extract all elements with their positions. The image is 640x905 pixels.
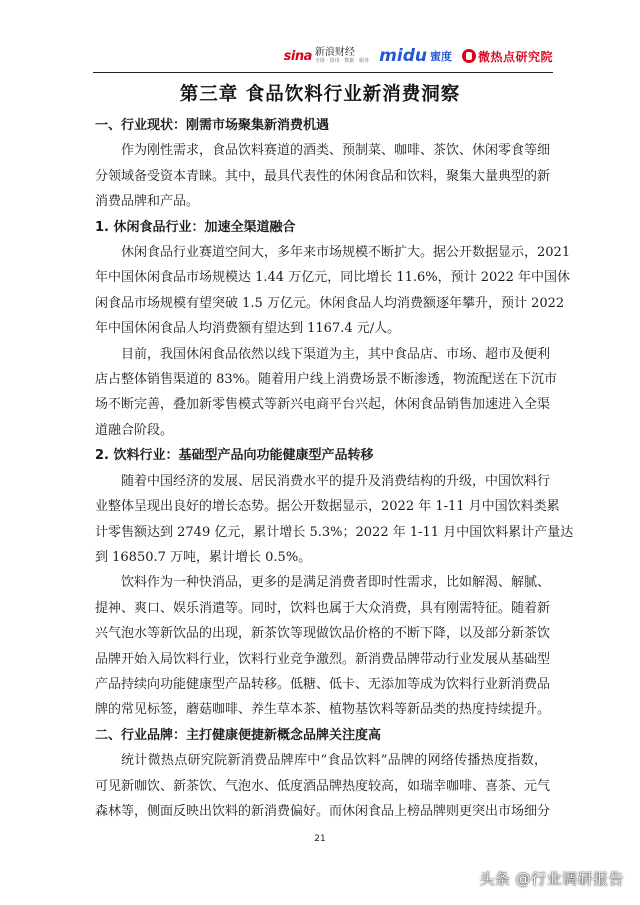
sina-logo-name: 新浪财经 [314, 47, 355, 58]
wrd-logo-name: 微热点研究院 [477, 49, 553, 64]
page-header [93, 42, 553, 73]
paragraph [95, 469, 574, 571]
text-line: 作为刚性需求，食品饮料赛道的酒类、预制菜、咖啡、茶饮、休闲零食等细 [121, 143, 551, 159]
text-line: 可见新咖饮、新茶饮、气泡水、低度酒品牌热度较高，如瑞幸咖啡、喜茶、元气 [95, 778, 551, 794]
sina-logo-mark: sina [283, 48, 312, 64]
midu-logo-name: 蜜度 [429, 50, 452, 63]
text-line: 年中国休闲食品人均消费额有望达到 1167.4 元/人。 [95, 321, 401, 337]
text-line: 统计微热点研究院新消费品牌库中“食品饮料”品牌的网络传播热度指数， [121, 753, 547, 769]
text-line: 产品持续向功能健康型产品转移。低糖、低卡、无添加等成为饮料行业新消费品 [95, 676, 551, 692]
text-line: 牌的常见标签，蘑菇咖啡、养生草本茶、植物基饮料等新品类的热度持续提升。 [95, 702, 551, 718]
text-line: 目前，我国休闲食品依然以线下渠道为主，其中食品店、市场、超市及便利 [121, 346, 551, 362]
text-line: 随着中国经济的发展、居民消费水平的提升及消费结构的升级，中国饮料行 [121, 473, 551, 489]
text-line: 年中国休闲食品市场规模达 1.44 万亿元，同比增长 11.6%，预计 2022 年中国休 [95, 270, 570, 286]
text-line: 品牌开始入局饮料行业，饮料行业竞争激烈。新消费品牌带动行业发展从基础型 [95, 651, 551, 667]
watermark: 头条 @行业调研报告 [479, 870, 624, 888]
text-line: 分领域备受资本青睐。其中，最具代表性的休闲食品和饮料，聚集大量典型的新 [95, 168, 551, 184]
midu-logo-mark: midu [379, 46, 427, 66]
paragraph [95, 138, 551, 214]
text-line: 森林等，侧面反映出饮料的新消费偏好。而休闲食品上榜品牌则更突出市场细分 [95, 803, 551, 819]
text-line: 店占整体销售渠道的 83%。随着用户线上消费场景不断渗透，物流配送在下沉市 [95, 372, 558, 388]
text-line: 闲食品市场规模有望突破 1.5 万亿元。休闲食品人均消费额逐年攀升，预计 2022 [95, 295, 565, 311]
paragraph [95, 570, 551, 722]
subsection-heading: 1. 休闲食品行业：加速全渠道融合 [95, 219, 296, 235]
midu-logo [379, 46, 452, 66]
text-line: 业整体呈现出良好的增长态势。据公开数据显示，2022 年 1-11 月中国饮料类累 [95, 499, 560, 515]
document-body [95, 113, 574, 824]
subsection-heading: 2. 饮料行业：基础型产品向功能健康型产品转移 [95, 448, 374, 464]
text-line: 休闲食品行业赛道空间大，多年来市场规模不断扩大。据公开数据显示，2021 [121, 245, 571, 261]
text-line: 场不断完善，叠加新零售模式等新兴电商平台兴起，休闲食品销售加速进入全渠 [95, 397, 551, 413]
paragraph [95, 342, 558, 444]
paragraph [95, 240, 571, 342]
wrd-logo-icon [462, 49, 476, 63]
sina-logo-sub: 全球 · 资讯 · 数据 · 服务 [314, 58, 370, 64]
text-line: 消费品牌和产品。 [95, 194, 200, 210]
text-line: 提神、爽口、娱乐消遣等。同时，饮料也属于大众消费，具有刚需特征。随着新 [95, 600, 551, 616]
paragraph [95, 748, 551, 824]
section-heading: 二、行业品牌：主打健康便捷新概念品牌关注度高 [95, 727, 382, 743]
sina-finance-logo [284, 48, 370, 64]
page-number: 21 [314, 834, 326, 844]
section-heading: 一、行业现状：刚需市场聚集新消费机遇 [95, 118, 330, 133]
text-line: 饮料作为一种快消品，更多的是满足消费者即时性需求，比如解渴、解腻、 [121, 575, 551, 591]
text-line: 计零售额达到 2749 亿元，累计增长 5.3%；2022 年 1-11 月中国饮料累计产量达 [95, 524, 574, 540]
text-line: 道融合阶段。 [95, 422, 174, 438]
chapter-title: 第三章 食品饮料行业新消费洞察 [179, 84, 461, 105]
text-line: 兴气泡水等新饮品的出现，新茶饮等现做饮品价格的不断下降，以及部分新茶饮 [95, 626, 551, 642]
text-line: 到 16850.7 万吨，累计增长 0.5%。 [95, 549, 312, 565]
wrd-logo [462, 48, 553, 65]
